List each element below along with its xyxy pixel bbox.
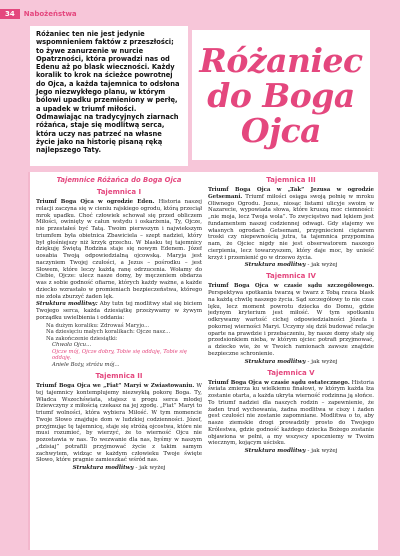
mystery-text <box>208 283 374 357</box>
structure-label: Struktura modlitwy <box>72 465 134 471</box>
verse-line: Na dużym koraliku: Zdrowaś Maryjo... <box>46 322 150 329</box>
article-title: Różaniec do Boga Ojca <box>199 40 363 150</box>
verse-line: Na zakończenie dziesiątki: <box>46 335 118 342</box>
structure-label: Struktura modlitwy <box>244 262 306 269</box>
mystery-body: Perspektywa spotkania twarzą w twarz z Tobą rzuca blask na każdą chwilę naszego życia. Sąd szczegółowy to nie czas lęku, lecz moment powrotu dziecka do Domu, gdzie jedynym kryterium jest miłość. W tym spotkaniu odkrywamy wartość cichej odpowiedzialności Józefa i pokornej wierności Maryi. Uczymy się dziś budować relacje oparte na prawdzie i przebaczeniu, by nasze domy stały się przedsionkiem nieba, w którym ojciec potrafi przyjmować, a dziecko wie, że w Twoich ramionach zawsze znajdzie bezpieczne schronienie. <box>208 290 374 357</box>
structure-label: Struktura modlitwy <box>244 358 306 365</box>
article-body <box>30 172 378 550</box>
section-label: Nabożeństwa <box>23 10 77 18</box>
mystery-lead: Triumf Boga Ojca w czasie sądu szczegółowego. <box>208 283 374 290</box>
mystery-text <box>208 380 374 448</box>
mystery-body: W tej tajemnicy kontemplujemy niezwykłą pokorę Boga. Ty, Władca Wszechświata, stajesz u progu serca młodej Dziewczyny z miłością czekasz na jej zgodę. „Fiat” Maryi to triumf wolności, która wybiera Miłość. W tym momencie Twoje Słowo znajduje dom w ludzkiej codzienności. Józef, przyjmując tę tajemnicę, staje się stróżą ojcostwa, które nie musi rozumieć, by wierzyć, że to wierność Ojcu nie pozostawia w nas. To wezwanie dla nas, byśmy w naszym „dzisiaj” potrafili przyjmować życie z takim samym zachwytem, widząc w każdym człowieku Twoje święte Słowo, które pragnie zamieszkać wśród nas. <box>36 383 202 464</box>
structure-text: - jak wyżej <box>133 465 166 471</box>
mystery-heading: Tajemnica I <box>96 188 142 196</box>
mystery-heading: Tajemnica II <box>95 372 143 380</box>
prayer-verse <box>36 323 202 369</box>
page-number: 34 <box>0 9 20 19</box>
structure-label: Struktura modlitwy <box>244 448 306 454</box>
mystery-heading: Tajemnica V <box>267 368 315 377</box>
mystery-text <box>208 187 374 261</box>
mystery-text <box>36 199 202 300</box>
column-title: Tajemnice Różańca do Boga Ojca <box>56 176 182 184</box>
verse-line: Chwała Ojcu... <box>52 342 92 348</box>
structure-note <box>36 465 202 471</box>
structure-note <box>208 359 374 365</box>
mystery-text <box>36 383 202 464</box>
mystery-body: Triumf miłości osiąga swoją pełnię w mroku Oliwnego Ogrodu. Jezus, niosąc listami ulicyje swoim w Nazarecie, wypowiada słowa, które kruszą moc ciemności: „nie moja, lecz Twoja wola”. To zwycięstwo nad lękiem jest fundamentem naszej codziennej odwagi. Gdy stajemy we własnych ogrodach Getsemani, przygniecioni ciężarem troski czy niepewnością jutra, ta tajemnica przypomina nam, że Ojciec nigdy nie jest obserwatorem naszego cierpienia, lecz towarzyszem, który daje moc, by unieść krzyż i przemienić go w drzewo życia. <box>208 193 374 261</box>
mystery-body: Historia naszej relacji zaczyna się w cieniu rajskiego ogrodu, którą przeciął mrok upadku. Choć człowiek schował się przed obliczem Miłości, owinięty w całun wstydu i oskarżenia, Ty, Ojcze, nie przestałeś być Tatą. Twoim pierwszym i najwiekszym triumfem była obietnica Zbawiciela – szept nadziei, który był głośniejszy niż krzyk grzechu. W blasku tej tajemnicy dziękuję Świętą Rodzina staje się nowym Edenem. Józef uosabia Twoją odpowiedzialną ojcowską. Maryja jest naczyniem Twojej czułości, a Jezus – pośrodku – jest Słowem, które leczy każdą ranę odrzucenia. Wołamy do Ciebie, Ojcze: ulecz nasze domy, by męczeniem obdarza was z sobie godność ofiarne, których każdy ważne, a każde dziecko wzrastało w promieniach bezpieczeństwa, którego nie zdoła zburzyć żaden lęk. <box>36 199 202 300</box>
mystery-heading: Tajemnica IV <box>266 272 316 281</box>
structure-note <box>208 448 374 454</box>
column-right <box>208 176 374 546</box>
mystery-lead: Triumf Boga Ojca w czasie sądu ostatecznego. <box>208 379 350 386</box>
structure-text: - jak wyżej <box>305 262 338 269</box>
mystery-lead: Triumf Boga Ojca we „Fiat” Maryi w Zwiastowaniu. <box>36 383 195 389</box>
mystery-lead: Triumf Boga Ojca w ogrodzie Eden. <box>36 199 155 205</box>
intro-text: Różaniec ten nie jest jedynie wspomnieniem faktów z przeszłości; to żywe zanurzenie w nurcie Opatrzności, która prowadzi nas od Edenu aż po blask wieczności. Każdy koralik to krok na ścieżce powrotnej do Ojca, a każda tajemnica to odsłona Jego niezwykłego planu, w którym bólowi upadku przemieniony w perłę, a upadek w triumf miłości. Odmawiając na tradycyjnych ziarnach różańca, staje się modlitwą serca, która uczy nas patrzeć na własne życie jako na historię pisaną ręką najlepszego Taty. <box>36 30 180 155</box>
page-header <box>0 8 77 20</box>
column-left <box>36 176 202 546</box>
mystery-lead: Triumf Boga Ojca w „Tak” Jezusa w ogrodzie Getsemani. <box>208 187 374 200</box>
verse-line: Na dziesięciu małych koralikach: Ojcze nasz... <box>46 329 171 335</box>
structure-text: Aby tutn tej modlitwy stał się biciem Twojego serca, każda dziesiątkę przeżywamy w żywym porządku uwielbienia i oddania: <box>36 301 202 321</box>
mystery-body: Historia świata zmierza ku wielkiemu finałowi, w którym każda łza zostanie otarta, a każda ukryta wierność rodzinna ją słońce. To triumf nadziei dla naszych rodzin – zapewnienie, że żaden trud wychowania, żadna modlitwa w ciszy i żaden gest czułości nie zostanie zapomniane. Modlitwa o to, aby nasze ziemskie drogi prowadziły prosto do Twojego Królestwa, gdzie godność każdego dziecka Bożego zostanie objawiona w pełni, a my wszyscy spoczniemy w Twoim wiecznym, kojącym uścisku. <box>208 379 374 447</box>
structure-text: - jak wyżej <box>305 358 338 365</box>
verse-line: Ojcze mój, Ojcze dobry, Tobie się oddaję, Tobie się oddaję. <box>52 348 187 361</box>
structure-label: Struktura modlitwy: <box>36 301 98 308</box>
structure-note <box>208 262 374 268</box>
intro-box <box>30 26 188 166</box>
verse-line: Aniele Boży, stróżu mój... <box>52 361 120 368</box>
structure-text: - jak wyżej <box>305 448 338 454</box>
structure-note <box>36 301 202 321</box>
mystery-heading: Tajemnica III <box>266 176 316 184</box>
title-box <box>192 30 370 160</box>
